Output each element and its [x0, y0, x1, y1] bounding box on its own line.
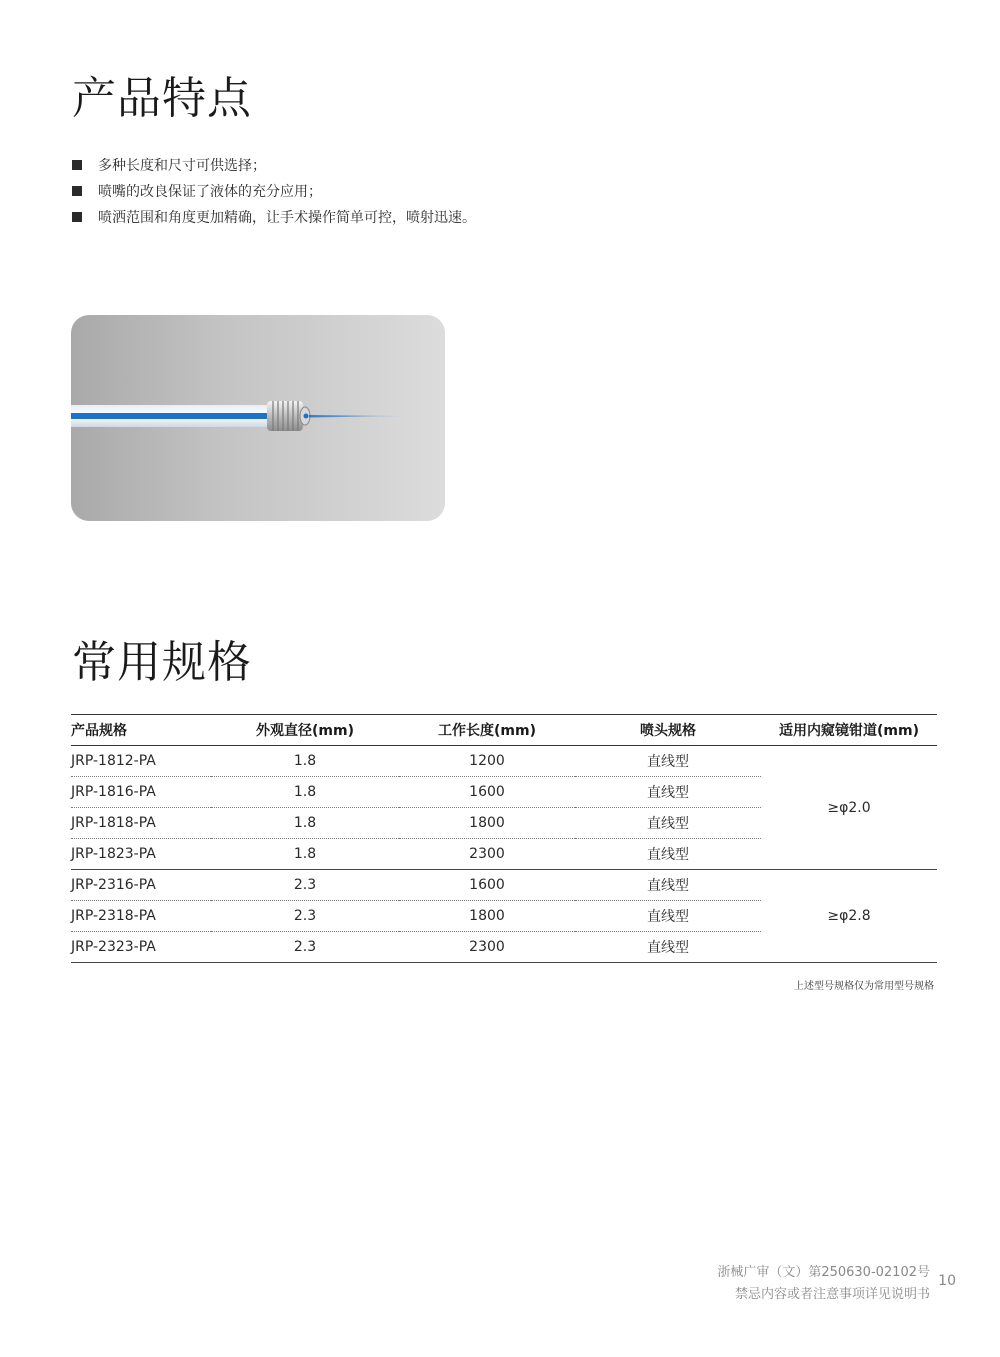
feature-text: 多种长度和尺寸可供选择；: [98, 158, 266, 174]
cell-length: 2300: [399, 839, 575, 870]
cell-diameter: 2.3: [211, 901, 399, 932]
cell-diameter: 1.8: [211, 777, 399, 808]
cell-model: JRP-1812-PA: [71, 746, 211, 777]
cell-nozzle: 直线型: [575, 901, 761, 932]
spec-table: [71, 714, 937, 963]
cell-length: 1200: [399, 746, 575, 777]
feature-text: 喷嘴的改良保证了液体的充分应用；: [98, 184, 322, 200]
cell-diameter: 1.8: [211, 746, 399, 777]
spray-catheter-illustration: [71, 315, 445, 521]
table-footnote: 上述型号规格仅为常用型号规格: [794, 981, 934, 992]
cell-length: 1800: [399, 808, 575, 839]
feature-item: [72, 152, 476, 178]
feature-text: 喷洒范围和角度更加精确，让手术操作简单可控，喷射迅速。: [98, 210, 476, 226]
cell-length: 1600: [399, 870, 575, 901]
cell-diameter: 2.3: [211, 870, 399, 901]
cell-model: JRP-1816-PA: [71, 777, 211, 808]
table-row: [71, 746, 937, 777]
cell-length: 1600: [399, 777, 575, 808]
cell-channel-group-1: ≥φ2.0: [761, 746, 937, 870]
cell-length: 2300: [399, 932, 575, 963]
features-title: 产品特点: [72, 73, 252, 124]
cell-model: JRP-1823-PA: [71, 839, 211, 870]
square-bullet-icon: [72, 160, 82, 170]
header-outer-diameter: 外观直径(mm): [211, 715, 399, 746]
cell-nozzle: 直线型: [575, 746, 761, 777]
cell-model: JRP-1818-PA: [71, 808, 211, 839]
approval-number: 浙械广审（文）第250630-02102号: [717, 1265, 930, 1280]
cell-diameter: 2.3: [211, 932, 399, 963]
table-header-row: [71, 715, 937, 746]
feature-item: [72, 204, 476, 230]
header-working-length: 工作长度(mm): [399, 715, 575, 746]
cell-nozzle: 直线型: [575, 839, 761, 870]
cell-model: JRP-2323-PA: [71, 932, 211, 963]
specs-title: 常用规格: [72, 637, 252, 688]
regulatory-footer: [717, 1262, 930, 1306]
cell-nozzle: 直线型: [575, 808, 761, 839]
cell-diameter: 1.8: [211, 839, 399, 870]
table-row: [71, 870, 937, 901]
header-nozzle-type: 喷头规格: [575, 715, 761, 746]
cell-nozzle: 直线型: [575, 932, 761, 963]
cell-diameter: 1.8: [211, 808, 399, 839]
cell-length: 1800: [399, 901, 575, 932]
cell-nozzle: 直线型: [575, 777, 761, 808]
contraindication-notice: 禁忌内容或者注意事项详见说明书: [734, 1287, 930, 1302]
cell-nozzle: 直线型: [575, 870, 761, 901]
page-number: 10: [938, 1273, 956, 1289]
square-bullet-icon: [72, 212, 82, 222]
cell-model: JRP-2316-PA: [71, 870, 211, 901]
spray-catheter-product-image: [71, 315, 445, 521]
header-model: 产品规格: [71, 715, 211, 746]
header-channel-size: 适用内窥镜钳道(mm): [761, 715, 937, 746]
square-bullet-icon: [72, 186, 82, 196]
feature-item: [72, 178, 476, 204]
cell-model: JRP-2318-PA: [71, 901, 211, 932]
cell-channel-group-2: ≥φ2.8: [761, 870, 937, 963]
features-list: [72, 152, 476, 230]
